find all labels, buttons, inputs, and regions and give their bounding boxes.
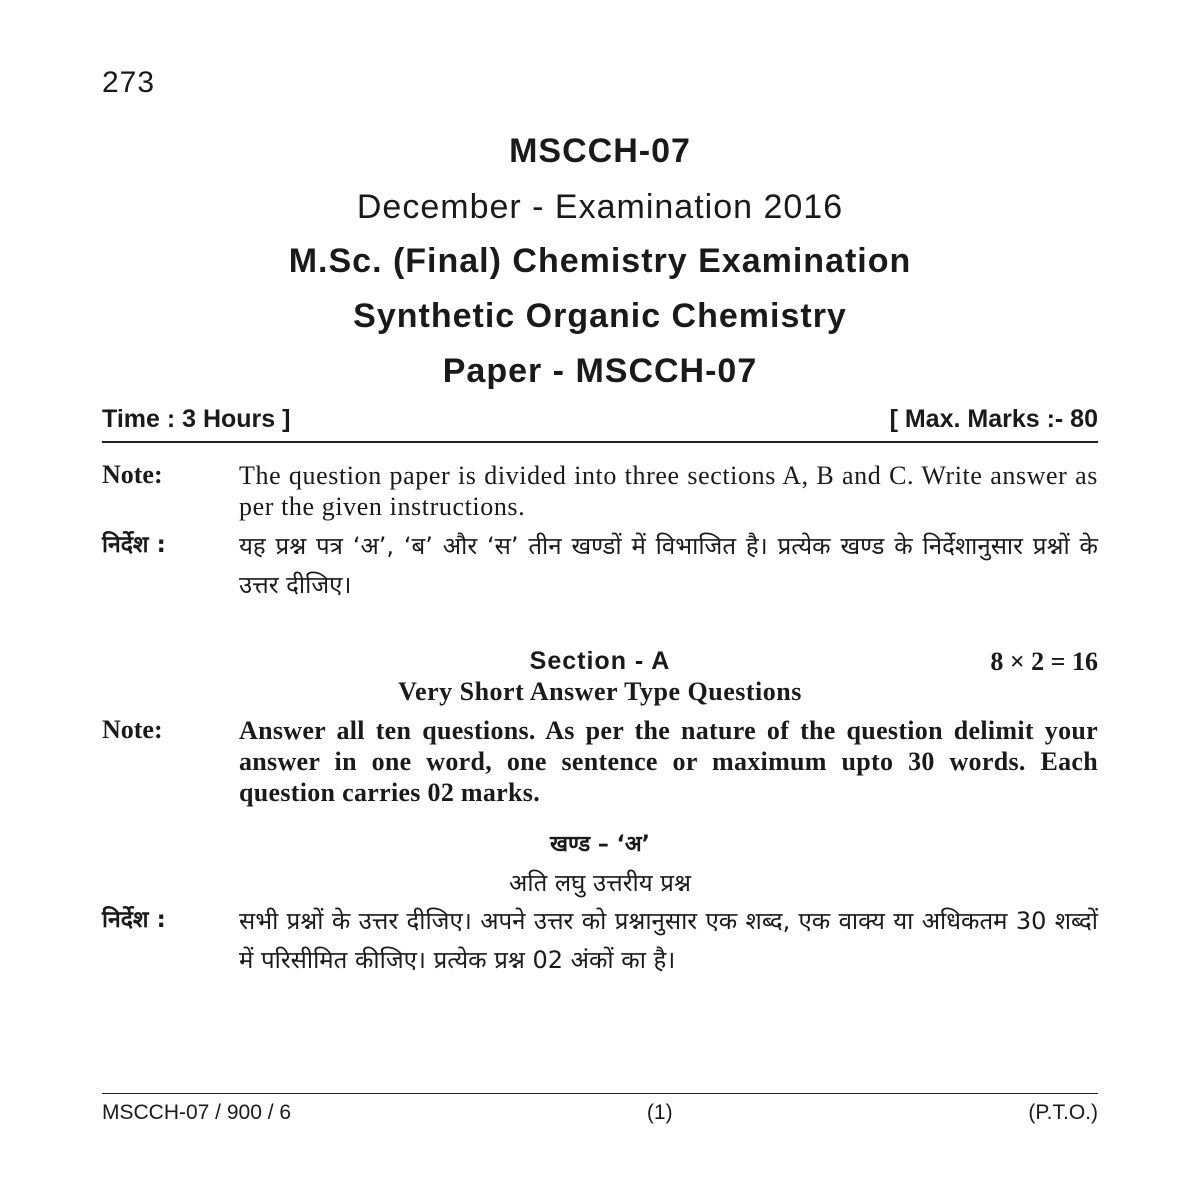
general-note-hindi-text: यह प्रश्न पत्र ‘अ’, ‘ब’ और ‘स’ तीन खण्डों में विभाजित है। प्रत्येक खण्ड के निर्देशानुसार प्रश्नों के उत्तर दीजिए। [239, 532, 1098, 599]
section-a-hindi-note-label: निर्देश : [102, 907, 166, 933]
exam-session: December - Examination 2016 [356, 188, 844, 226]
section-a-note-text: Answer all ten questions. As per the nature of the question delimit your answer in one word, one sentence or maximum upto 30 words. Each question carries 02 marks. [239, 716, 1098, 807]
general-note [102, 460, 1098, 522]
footer-paper-ref: MSCCH-07 / 900 / 6 [102, 1101, 292, 1124]
header-divider [102, 441, 1098, 443]
page-number: 273 [102, 66, 156, 99]
section-a-hindi-note [102, 902, 1098, 980]
section-a-note [102, 715, 1098, 808]
footer-divider [102, 1093, 1098, 1094]
section-a-hindi-subtitle: अति लघु उत्तरीय प्रश्न [509, 869, 691, 897]
degree-title: M.Sc. (Final) Chemistry Examination [288, 242, 912, 280]
section-a-title: Section - A [529, 647, 671, 675]
footer-page-number: (1) [646, 1101, 673, 1124]
section-a-hindi-title: खण्ड – ‘अ’ [549, 832, 651, 857]
general-note-hindi-label: निर्देश : [102, 532, 166, 558]
subject-title: Synthetic Organic Chemistry [353, 297, 847, 335]
section-a-subtitle: Very Short Answer Type Questions [398, 677, 802, 706]
page-footer [102, 1101, 1098, 1125]
general-note-hindi [102, 527, 1098, 605]
section-a-hindi-note-text: सभी प्रश्नों के उत्तर दीजिए। अपने उत्तर को प्रश्नानुसार एक शब्द, एक वाक्य या अधिकतम 30 शब्दों में परिसीमित कीजिए। प्रत्येक प्रश्न 02 अंकों का है। [239, 907, 1098, 974]
paper-title: Paper - MSCCH-07 [442, 352, 758, 390]
time-allowed: Time : 3 Hours ] [102, 405, 291, 433]
exam-meta-row [102, 405, 1098, 434]
max-marks: [ Max. Marks :- 80 [889, 405, 1098, 433]
footer-pto: (P.T.O.) [1028, 1101, 1098, 1124]
general-note-label: Note: [102, 460, 163, 489]
section-a-note-label: Note: [102, 715, 163, 744]
section-a-header [102, 647, 1098, 679]
general-note-text: The question paper is divided into three sections A, B and C. Write answer as per the given instructions. [239, 461, 1098, 521]
section-a-marks: 8 × 2 = 16 [990, 647, 1098, 676]
paper-code-title: MSCCH-07 [509, 132, 691, 170]
